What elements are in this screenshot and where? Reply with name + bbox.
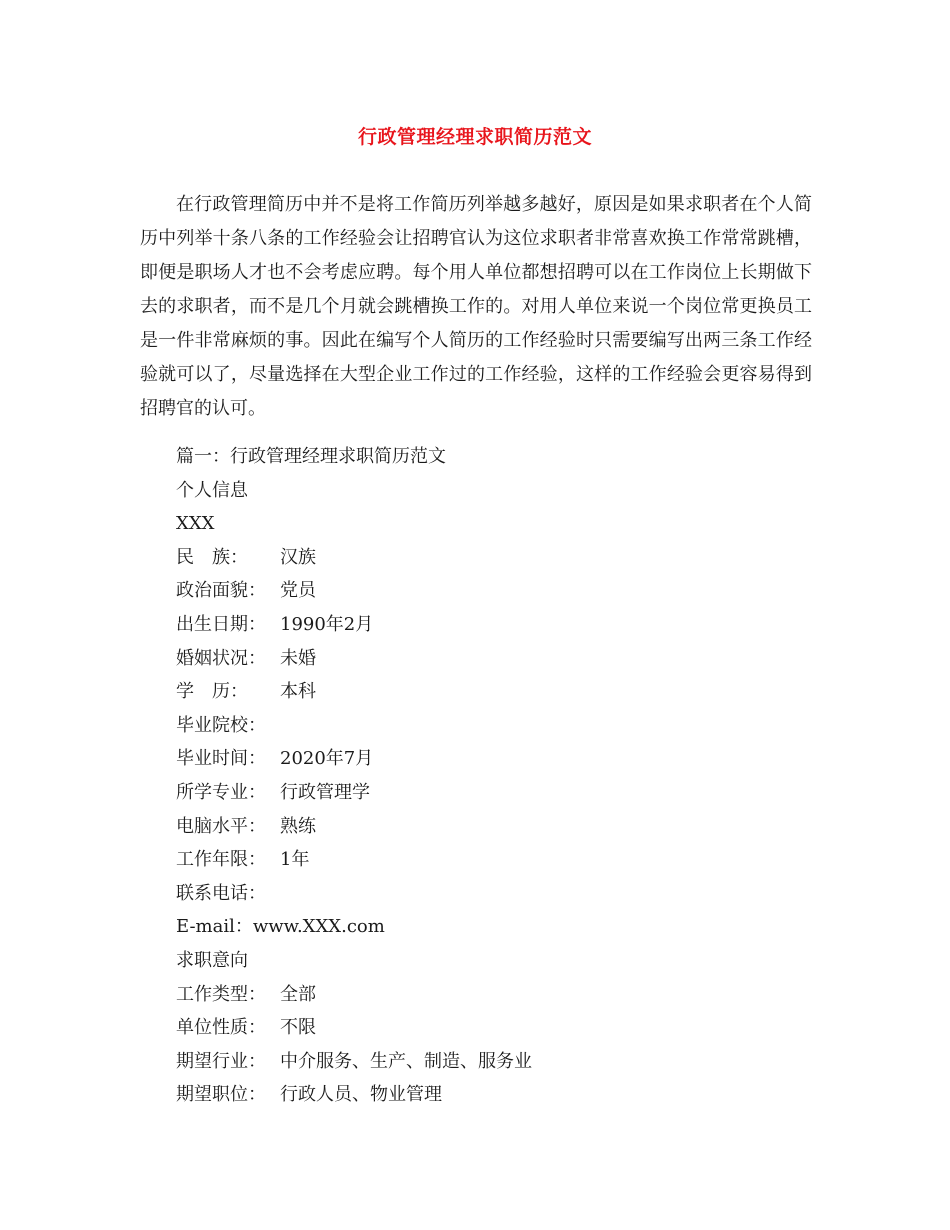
company-type-label: 单位性质： — [176, 1017, 266, 1039]
political-status-label: 政治面貌： — [176, 580, 266, 602]
intro-paragraph: 在行政管理简历中并不是将工作简历列举越多越好，原因是如果求职者在个人简历中列举十条八条的工作经验会让招聘官认为这位求职者非常喜欢换工作常常跳槽，即便是职场人才也不会考虑应聘。每个用人单位都想招聘可以在工作岗位上长期做下去的求职者，而不是几个月就会跳槽换工作的。对用人单位来说一个岗位常更换员工是一件非常麻烦的事。因此在编写个人简历的工作经验时只需要编写出两三条工作经验就可以了，尽量选择在大型企业工作过的工作经验，这样的工作经验会更容易得到招聘官的认可。 — [140, 194, 812, 419]
name-line: XXX — [176, 513, 215, 535]
email-line: E-mail：www.XXX.com — [176, 916, 385, 938]
computer-row — [176, 810, 816, 844]
position-row — [176, 1078, 816, 1112]
phone-label: 联系电话： — [176, 882, 266, 904]
phone-row — [176, 877, 816, 911]
work-years-row — [176, 843, 816, 877]
job-type-label: 工作类型： — [176, 983, 266, 1005]
work-years-value: 1年 — [280, 849, 310, 871]
birth-date-value: 1990年2月 — [280, 613, 374, 635]
ethnicity-value: 汉族 — [280, 546, 316, 568]
industry-label: 期望行业： — [176, 1050, 266, 1072]
computer-value: 熟练 — [280, 815, 316, 837]
job-type-row — [176, 978, 816, 1012]
graduation-label: 毕业时间： — [176, 748, 266, 770]
industry-value: 中介服务、生产、制造、服务业 — [280, 1050, 532, 1072]
birth-date-row — [176, 608, 816, 642]
education-value: 本科 — [280, 681, 316, 703]
political-status-row — [176, 574, 816, 608]
computer-label: 电脑水平： — [176, 815, 266, 837]
birth-date-label: 出生日期： — [176, 613, 266, 635]
school-label: 毕业院校： — [176, 714, 266, 736]
graduation-value: 2020年7月 — [280, 748, 374, 770]
company-type-value: 不限 — [280, 1017, 316, 1039]
education-label: 学 历： — [176, 681, 248, 703]
major-label: 所学专业： — [176, 781, 266, 803]
document-title: 行政管理经理求职简历范文 — [357, 126, 592, 148]
position-value: 行政人员、物业管理 — [280, 1084, 442, 1106]
position-label: 期望职位： — [176, 1084, 266, 1106]
graduation-row — [176, 742, 816, 776]
work-years-label: 工作年限： — [176, 849, 266, 871]
marital-status-row — [176, 642, 816, 676]
intent-heading: 求职意向 — [176, 949, 248, 971]
school-row — [176, 709, 816, 743]
resume-content — [176, 440, 816, 1112]
ethnicity-row — [176, 541, 816, 575]
major-value: 行政管理学 — [280, 781, 370, 803]
section-heading: 篇一：行政管理经理求职简历范文 — [176, 446, 446, 467]
political-status-value: 党员 — [280, 580, 316, 602]
industry-row — [176, 1045, 816, 1079]
company-type-row — [176, 1011, 816, 1045]
education-row — [176, 675, 816, 709]
ethnicity-label: 民 族： — [176, 546, 248, 568]
job-type-value: 全部 — [280, 983, 316, 1005]
personal-info-heading: 个人信息 — [176, 479, 248, 501]
marital-status-label: 婚姻状况： — [176, 647, 266, 669]
major-row — [176, 776, 816, 810]
marital-status-value: 未婚 — [280, 647, 316, 669]
